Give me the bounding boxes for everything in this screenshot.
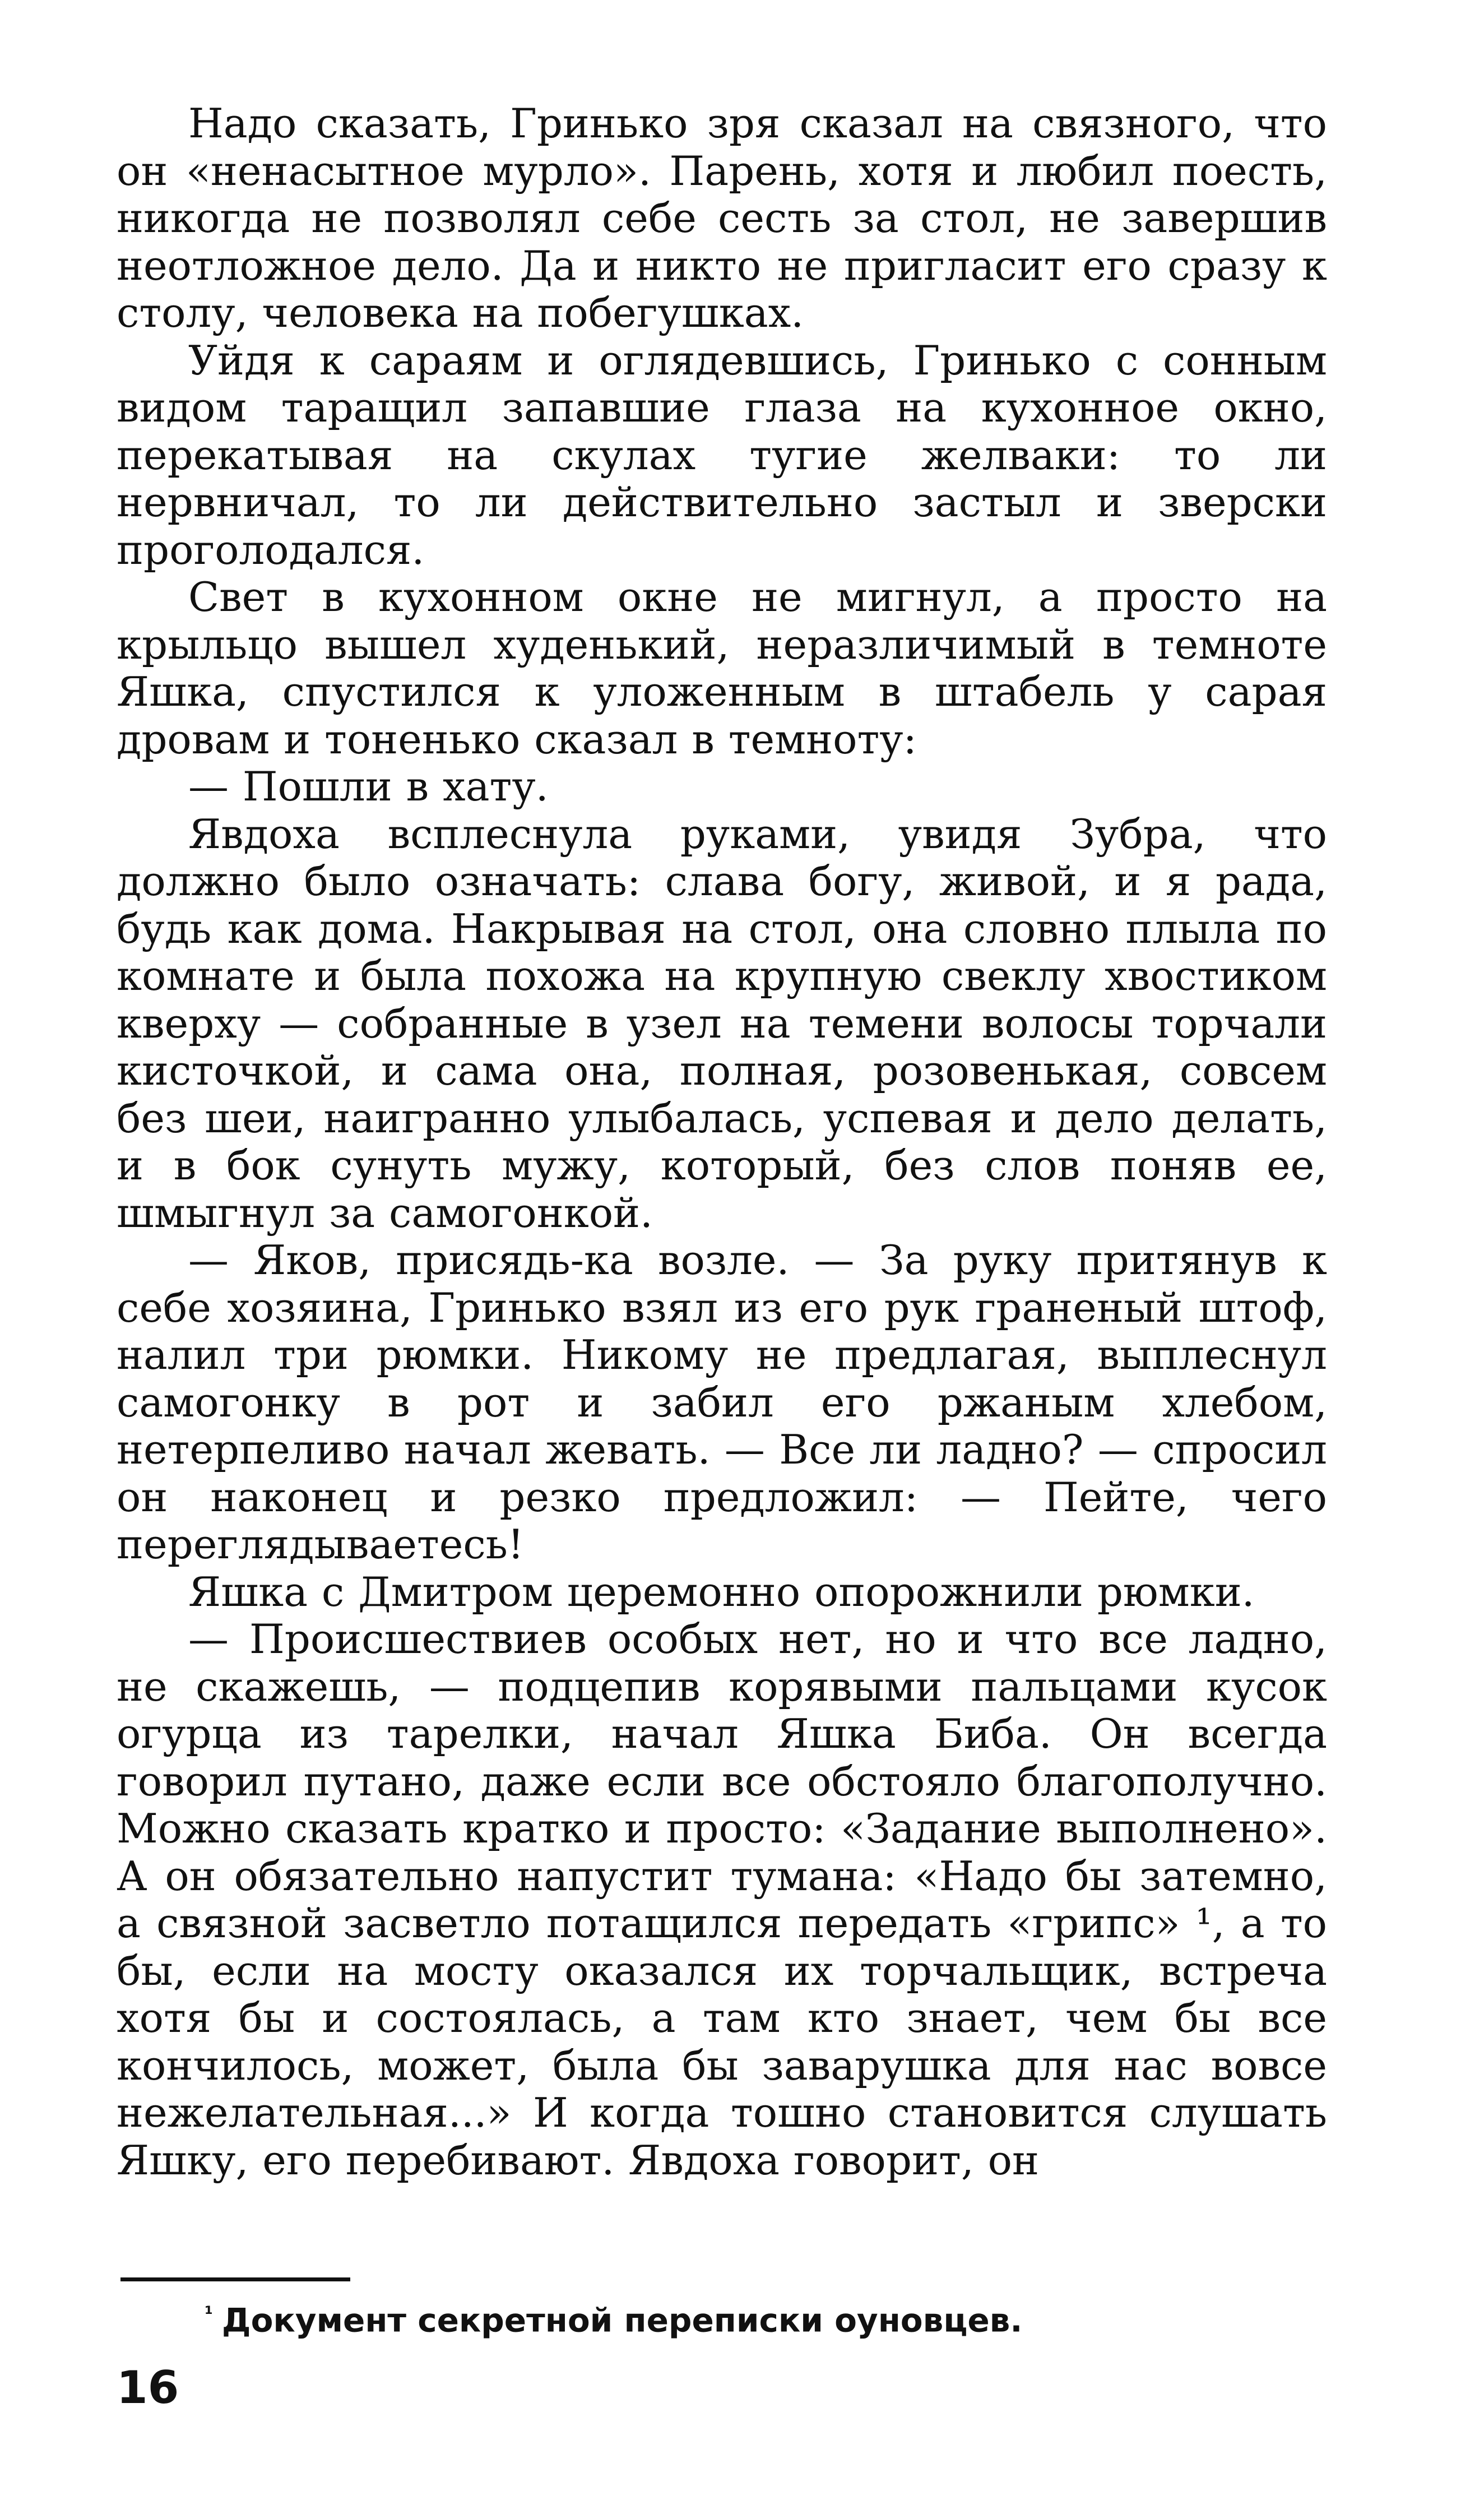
- paragraph-5: Явдоха всплеснула руками, увидя Зубра, что должно было означать: слава богу, живой, и я рада, будь как дома. Накрывая на стол, она словно плыла по комнате и была похожа на крупную свеклу хвостиком кверху — собранные в узел на темени волосы торчали кисточкой, и сама она, полная, розовенькая, совсем без шеи, наигранно улыбалась, успевая и дело делать, и в бок сунуть мужу, который, без слов поняв ее, шмыгнул за самогонкой.: [117, 810, 1327, 1237]
- paragraph-2: Уйдя к сараям и оглядевшись, Гринько с сонным видом таращил запавшие глаза на кухонное окно, перекатывая на скулах тугие желваки: то ли нервничал, то ли действительно застыл и зверски проголодался.: [117, 336, 1327, 573]
- footnote-mark: ¹: [205, 2303, 213, 2325]
- main-text: [117, 100, 1327, 2184]
- paragraph-6: — Яков, присядь-ка возле. — За руку притянув к себе хозяина, Гринько взял из его рук граненый штоф, налил три рюмки. Никому не предлагая, выплеснул самогонку в рот и забил его ржаным хлебом, нетерпеливо начал жевать. — Все ли ладно? — спросил он наконец и резко предложил: — Пейте, чего переглядываетесь!: [117, 1237, 1327, 1568]
- paragraph-3: Свет в кухонном окне не мигнул, а просто на крыльцо вышел худенький, неразличимый в темноте Яшка, спустился к уложенным в штабель у сарая дровам и тоненько сказал в темноту:: [117, 573, 1327, 763]
- footnote-text: Документ секретной переписки оуновцев.: [221, 2301, 1023, 2340]
- paragraph-7: Яшка с Дмитром церемонно опорожнили рюмки.: [188, 1568, 1255, 1615]
- paragraph-1: Надо сказать, Гринько зря сказал на связного, что он «ненасытное мурло». Парень, хотя и любил поесть, никогда не позволял себе сесть за стол, не завершив неотложное дело. Да и никто не пригласит его сразу к столу, человека на побегушках.: [117, 100, 1327, 336]
- paragraph-4: — Пошли в хату.: [188, 763, 549, 810]
- page-number: 16: [117, 2362, 179, 2414]
- footnote-divider: [120, 2277, 350, 2281]
- footnote: [205, 2291, 1325, 2342]
- paragraph-8: — Происшествиев особых нет, но и что все ладно, не скажешь, — подцепив корявыми пальцами кусок огурца из тарелки, начал Яшка Биба. Он всегда говорил путано, даже если все обстояло благополучно. Можно сказать кратко и просто: «Задание выполнено». А он обязательно напустит тумана: «Надо бы затемно, а связной засветло потащился передать «грипс» ¹, а то бы, если на мосту оказался их торчальщик, встреча хотя бы и состоялась, а там кто знает, чем бы все кончилось, может, была бы заварушка для нас вовсе нежелательная...» И когда тошно становится слушать Яшку, его перебивают. Явдоха говорит, он: [117, 1615, 1327, 2184]
